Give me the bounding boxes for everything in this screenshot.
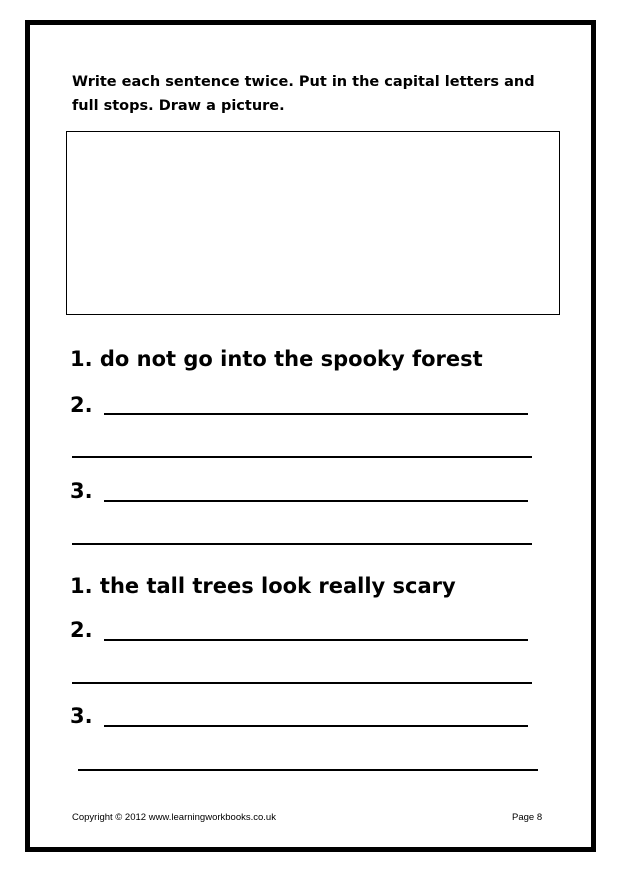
- exercise-2-writing-line-3a[interactable]: [104, 725, 528, 727]
- exercise-2-label-2: 2.: [70, 618, 93, 642]
- exercise-1-sentence: 1. do not go into the spooky forest: [70, 347, 483, 371]
- exercise-2-writing-line-3b[interactable]: [78, 769, 538, 771]
- exercise-2-sentence: 1. the tall trees look really scary: [70, 574, 456, 598]
- exercise-1-writing-line-3a[interactable]: [104, 500, 528, 502]
- exercise-2-writing-line-2a[interactable]: [104, 639, 528, 641]
- exercise-1-writing-line-3b[interactable]: [72, 543, 532, 545]
- exercise-2-writing-line-2b[interactable]: [72, 682, 532, 684]
- exercise-1-writing-line-2b[interactable]: [72, 456, 532, 458]
- exercise-1-label-2: 2.: [70, 393, 93, 417]
- picture-drawing-box[interactable]: [66, 131, 560, 315]
- exercise-2-label-3: 3.: [70, 704, 93, 728]
- exercise-1-label-3: 3.: [70, 479, 93, 503]
- instructions: Write each sentence twice. Put in the capital letters and full stops. Draw a picture.: [72, 74, 535, 114]
- copyright-text: Copyright © 2012 www.learningworkbooks.co.uk: [72, 812, 276, 823]
- exercise-1-writing-line-2a[interactable]: [104, 413, 528, 415]
- page-number: Page 8: [512, 812, 543, 823]
